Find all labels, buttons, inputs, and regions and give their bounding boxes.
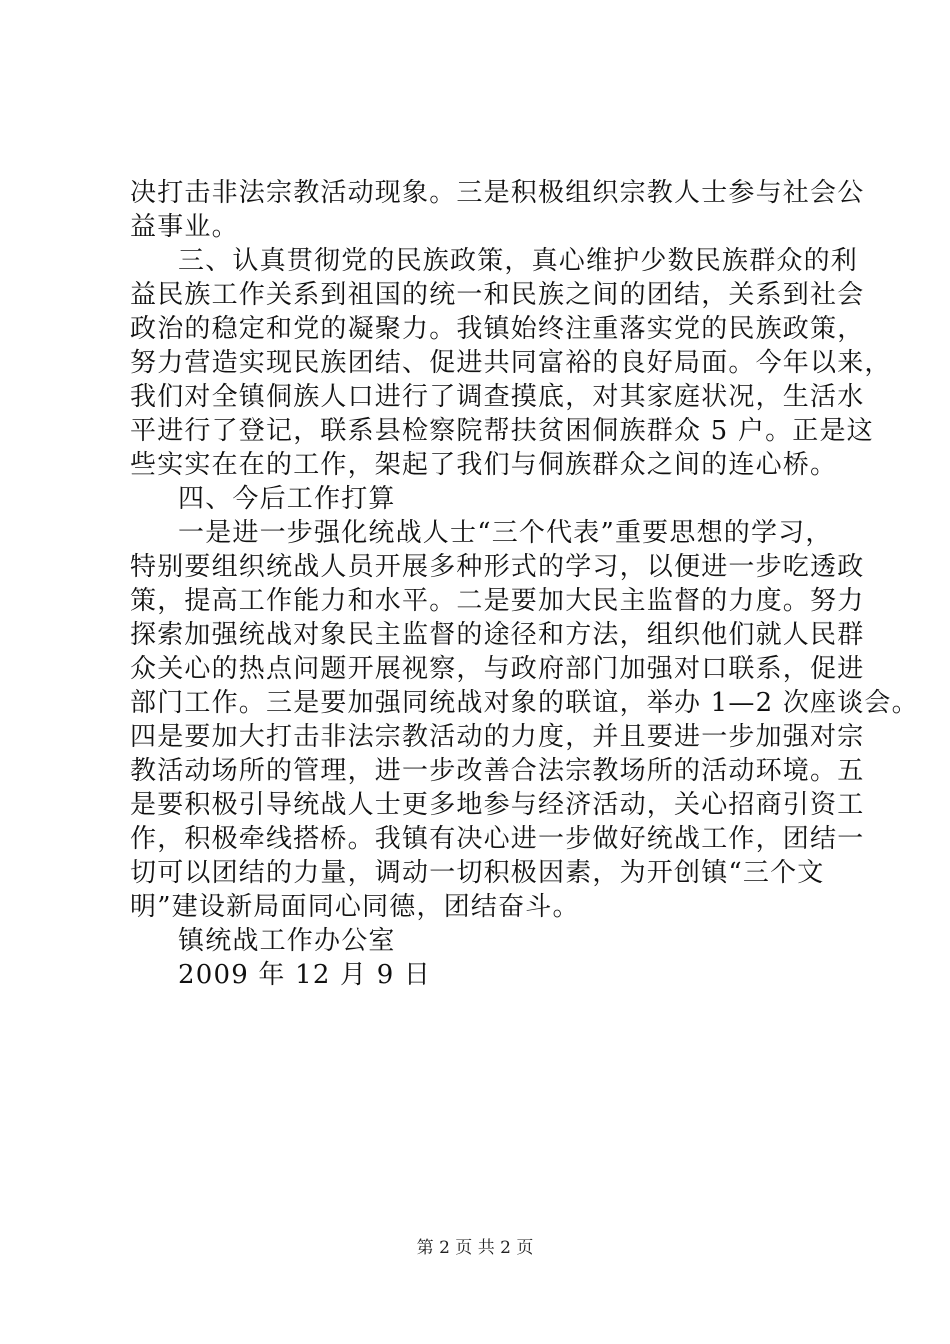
body-text-line: 益事业。 — [130, 212, 239, 242]
body-text-line: 探索加强统战对象民主监督的途径和方法，组织他们就人民群 — [130, 620, 865, 650]
body-text-line: 切可以团结的力量，调动一切积极因素，为开创镇“三个文 — [130, 858, 825, 888]
body-text-line: 是要积极引导统战人士更多地参与经济活动，关心招商引资工 — [130, 790, 865, 820]
body-text-line: 努力营造实现民族团结、促进共同富裕的良好局面。今年以来， — [130, 348, 892, 378]
body-text-line: 策，提高工作能力和水平。二是要加大民主监督的力度。努力 — [130, 586, 865, 616]
body-text-line: 众关心的热点问题开展视察，与政府部门加强对口联系，促进 — [130, 654, 865, 684]
body-text-line: 四是要加大打击非法宗教活动的力度，并且要进一步加强对宗 — [130, 722, 865, 752]
body-text-line: 政治的稳定和党的凝聚力。我镇始终注重落实党的民族政策， — [130, 314, 865, 344]
body-text-line: 特别要组织统战人员开展多种形式的学习，以便进一步吃透政 — [130, 552, 865, 582]
signature-office: 镇统战工作办公室 — [178, 926, 396, 956]
body-text-line: 益民族工作关系到祖国的统一和民族之间的团结，关系到社会 — [130, 280, 865, 310]
body-text-line: 决打击非法宗教活动现象。三是积极组织宗教人士参与社会公 — [130, 178, 865, 208]
body-text-line: 平进行了登记，联系县检察院帮扶贫困侗族群众 5 户。正是这 — [130, 416, 874, 446]
body-text-line: 我们对全镇侗族人口进行了调查摸底，对其家庭状况，生活水 — [130, 382, 865, 412]
section-heading-4: 四、今后工作打算 — [178, 484, 396, 514]
body-text-line: 明”建设新局面同心同德，团结奋斗。 — [130, 892, 580, 922]
signature-date: 2009 年 12 月 9 日 — [178, 960, 432, 990]
page-number-footer: 第 2 页 共 2 页 — [416, 1238, 534, 1258]
body-text-line: 一是进一步强化统战人士“三个代表”重要思想的学习， — [178, 518, 833, 548]
body-text-line: 些实实在在的工作，架起了我们与侗族群众之间的连心桥。 — [130, 450, 838, 480]
body-text-line: 部门工作。三是要加强同统战对象的联谊，举办 1—2 次座谈会。 — [130, 688, 919, 718]
body-text-line: 教活动场所的管理，进一步改善合法宗教场所的活动环境。五 — [130, 756, 865, 786]
body-text-line: 作，积极牵线搭桥。我镇有决心进一步做好统战工作，团结一 — [130, 824, 865, 854]
section-heading-3: 三、认真贯彻党的民族政策，真心维护少数民族群众的利 — [178, 246, 859, 276]
